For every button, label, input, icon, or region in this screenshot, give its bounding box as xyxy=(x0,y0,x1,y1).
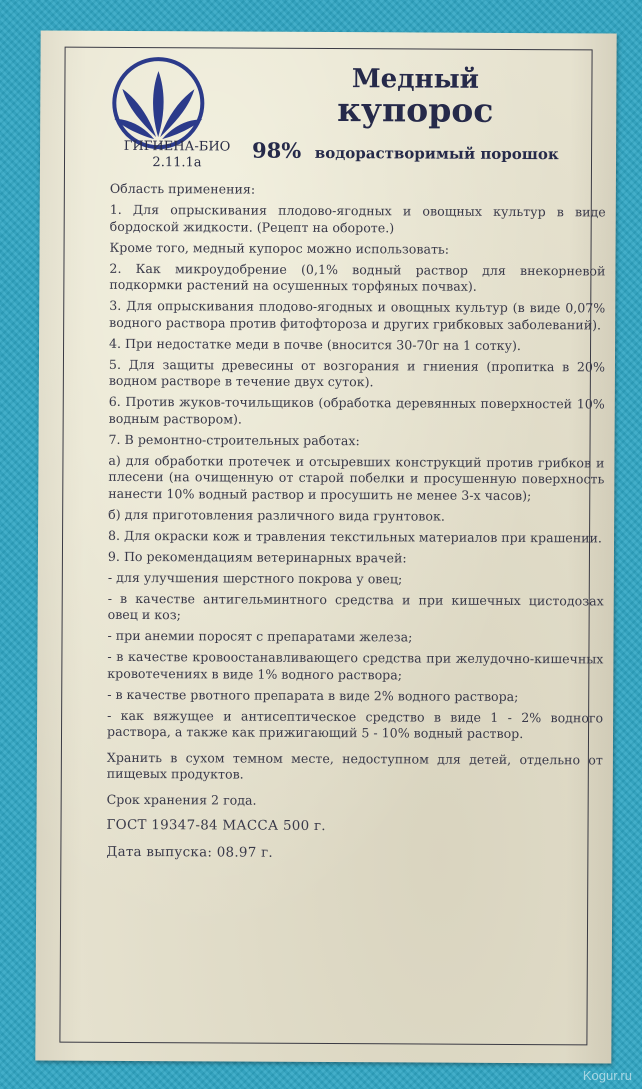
usage-item-6: 6. Против жуков-точильщиков (обработка деревянных поверхностей 10% водным раствором). xyxy=(108,393,605,427)
usage-intro: Кроме того, медный купорос можно использовать: xyxy=(109,239,450,257)
title-line-2: купорос xyxy=(337,90,494,131)
brand-name: ГИГИЕНА-БИО xyxy=(123,138,231,155)
vet-item-2: - в качестве антигельминтного средства и при кишечных цистодозах овец и коз; xyxy=(107,590,604,623)
site-watermark: Kogur.ru xyxy=(582,1068,632,1083)
usage-item-2: 2. Как микроудобрение (0,1% водный раствор для внекорневой подкормки растений на осушенных торфяных почвах). xyxy=(109,260,606,294)
purity-line xyxy=(252,138,559,165)
title-line-1: Медный xyxy=(351,64,480,95)
usage-item-7: 7. В ремонтно-строительных работах: xyxy=(108,431,360,448)
brand-code: 2.11.1а xyxy=(152,155,202,171)
usage-text xyxy=(106,181,606,868)
usage-item-1: 1. Для опрыскивания плодово-ягодных и овощных культур в виде бордоской жидкости. (Рецепт на обороте.) xyxy=(109,201,606,235)
usage-item-4: 4. При недостатке меди в почве (вносится 30-70г на 1 сотку). xyxy=(109,335,521,353)
vet-item-4: - в качестве кровоостанавливающего средства при желудочно-кишечных кровотечениях в виде 1% водного раствора; xyxy=(107,648,604,682)
vet-item-1: - для улучшения шерстного покрова у овец; xyxy=(107,569,403,586)
product-leaflet xyxy=(35,30,616,1063)
product-description: водорастворимый порошок xyxy=(314,143,559,164)
release-date: Дата выпуска: 08.97 г. xyxy=(106,844,274,861)
usage-item-9: 9. По рекомендациям ветеринарных врачей: xyxy=(107,548,407,565)
vet-item-5: - в качестве рвотного препарата в виде 2% водного раствора; xyxy=(107,686,519,704)
gost-mass: ГОСТ 19347-84 МАССА 500 г. xyxy=(106,817,326,835)
shelf-life: Срок хранения 2 года. xyxy=(106,791,257,808)
purity-percent: 98% xyxy=(252,137,302,163)
usage-item-7b: б) для приготовления различного вида грунтовок. xyxy=(108,506,445,524)
storage-note: Хранить в сухом темном месте, недоступном для детей, отдельно от пищевых продуктов. xyxy=(106,749,603,782)
section-heading: Область применения: xyxy=(109,180,256,197)
usage-item-8: 8. Для окраски кож и травления текстильных материалов при крашении. xyxy=(108,527,602,545)
usage-item-5: 5. Для защиты древесины от возгорания и гниения (пропитка в 20% водном растворе в течение двух суток). xyxy=(108,356,605,390)
vet-item-3: - при анемии поросят с препаратами железа; xyxy=(107,627,413,645)
vet-item-6: - как вяжущее и антисептическое средство в виде 1 - 2% водного раствора, а также как прижигающий 5 - 10% водный раствор. xyxy=(106,707,604,742)
usage-item-7a: а) для обработки протечек и отсыревших конструкций против грибков и плесени (на очищенную от старой побелки и просушенную поверхность нанести 10% водный раствор и просушить не менее 3-х часов); xyxy=(108,452,605,503)
usage-item-3: 3. Для опрыскивания плодово-ягодных и овощных культур (в виде 0,07% водного раствора против фитофтороза и других грибковых заболеваний). xyxy=(109,297,606,332)
product-title xyxy=(310,66,520,129)
brand-label xyxy=(102,139,252,172)
